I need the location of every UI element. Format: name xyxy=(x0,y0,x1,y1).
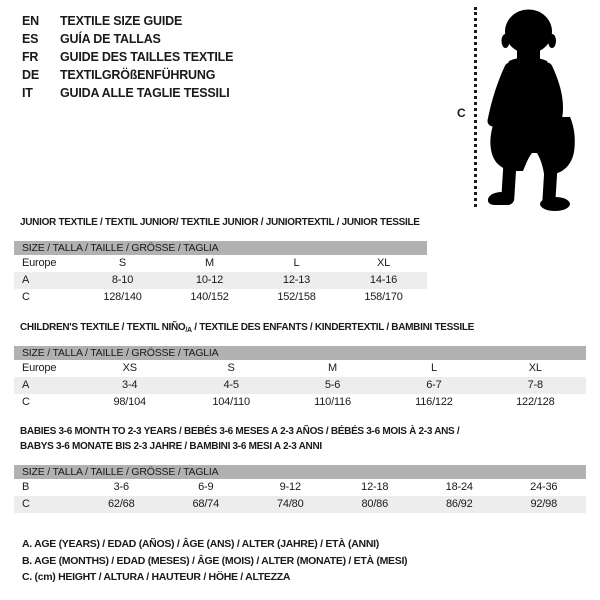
table-title-junior xyxy=(20,215,420,230)
table-row xyxy=(14,255,427,272)
size-cell: S xyxy=(118,257,127,269)
size-cell: 68/74 xyxy=(192,498,220,510)
language-entry xyxy=(22,48,233,66)
baby-leg-right xyxy=(549,167,551,199)
baby-leg-left xyxy=(508,163,510,195)
language-entry xyxy=(22,66,233,84)
size-cell: 6-9 xyxy=(198,481,214,493)
title-text: BABYS 3-6 MONATE BIS 2-3 JAHRE / BAMBINI 3-6 MESI A 2-3 ANNI xyxy=(20,441,322,452)
size-cell: 86/92 xyxy=(445,498,473,510)
baby-ear-right xyxy=(548,34,556,48)
baby-shorts xyxy=(490,117,574,174)
footnote: B. AGE (MONTHS) / EDAD (MESES) / ÂGE (MOIS) / ALTER (MONATE) / ETÀ (MESI) xyxy=(22,554,408,567)
size-cell: XL xyxy=(528,362,542,374)
size-cell: 18-24 xyxy=(445,481,473,493)
size-cell: 110/116 xyxy=(314,396,351,408)
size-cell: 158/170 xyxy=(364,291,403,303)
language-label: TEXTILGRÖßENFÜHRUNG xyxy=(60,68,216,82)
table-size-header-row: SIZE / TALLA / TAILLE / GRÖSSE / TAGLIA xyxy=(14,241,427,255)
table-row xyxy=(14,479,586,496)
size-cell: S xyxy=(227,362,235,374)
language-label: GUIDE DES TAILLES TEXTILE xyxy=(60,50,234,64)
row-label: A xyxy=(22,379,30,391)
size-cell: 24-36 xyxy=(530,481,558,493)
title-text: BABIES 3-6 MONTH TO 2-3 YEARS / BEBÉS 3-6 MESES A 2-3 AÑOS / BÉBÉS 3-6 MOIS À 2-3 ANS / xyxy=(20,426,460,437)
table-title-line xyxy=(20,439,459,454)
table-row xyxy=(14,289,427,306)
table-size-header-row: SIZE / TALLA / TAILLE / GRÖSSE / TAGLIA xyxy=(14,346,586,360)
language-code: EN xyxy=(22,14,39,28)
language-header xyxy=(22,12,233,102)
baby-silhouette-icon xyxy=(479,5,595,215)
height-measure-label: C xyxy=(457,106,466,120)
row-label: C xyxy=(22,498,30,510)
language-label: TEXTILE SIZE GUIDE xyxy=(60,14,183,28)
size-cell: L xyxy=(293,257,300,269)
size-cell: 4-5 xyxy=(223,379,239,391)
size-cell: 12-18 xyxy=(361,481,389,493)
size-cell: 128/140 xyxy=(103,291,142,303)
language-entry xyxy=(22,84,233,102)
table-title-line xyxy=(20,320,474,338)
language-label: GUÍA DE TALLAS xyxy=(60,32,161,46)
title-text: CHILDREN'S TEXTILE / TEXTIL NIÑO xyxy=(20,322,186,333)
table-row xyxy=(14,394,586,411)
size-cell: XS xyxy=(122,362,137,374)
table-row xyxy=(14,272,427,289)
row-label: C xyxy=(22,291,30,303)
size-table-babies xyxy=(14,465,586,513)
table-size-header-row: SIZE / TALLA / TAILLE / GRÖSSE / TAGLIA xyxy=(14,465,586,479)
language-code: DE xyxy=(22,68,39,82)
size-cell: 122/128 xyxy=(516,396,555,408)
table-row xyxy=(14,360,586,377)
size-cell: 104/110 xyxy=(212,396,250,408)
table-row xyxy=(14,377,586,394)
row-label: C xyxy=(22,396,30,408)
size-cell: L xyxy=(430,362,437,374)
row-label: B xyxy=(22,481,30,493)
size-cell: 152/158 xyxy=(277,291,316,303)
table-title-line xyxy=(20,424,459,439)
size-cell: 62/68 xyxy=(107,498,135,510)
table-title-line xyxy=(20,215,420,230)
table-row xyxy=(14,496,586,513)
footnote: C. (cm) HEIGHT / ALTURA / HAUTEUR / HÖHE / ALTEZZA xyxy=(22,571,291,583)
size-cell: M xyxy=(205,257,214,269)
row-label: A xyxy=(22,274,30,286)
footnote: A. AGE (YEARS) / EDAD (AÑOS) / ÂGE (ANS) / ALTER (JAHRE) / ETÀ (ANNI) xyxy=(22,538,379,550)
size-cell: XL xyxy=(376,257,391,269)
title-subscript: /A xyxy=(185,327,192,334)
size-cell: 98/104 xyxy=(113,396,146,408)
height-measure-dotted-line xyxy=(474,7,477,207)
row-label: Europe xyxy=(22,362,57,374)
size-cell: 9-12 xyxy=(279,481,301,493)
footnotes xyxy=(22,536,407,586)
size-cell: 80/86 xyxy=(361,498,389,510)
language-code: ES xyxy=(22,32,39,46)
row-label: Europe xyxy=(22,257,57,269)
size-cell: 8-10 xyxy=(111,274,134,286)
language-code: IT xyxy=(22,86,33,100)
size-table-junior xyxy=(14,241,427,306)
size-cell: 74/80 xyxy=(276,498,304,510)
size-cell: 92/98 xyxy=(530,498,558,510)
size-cell: 10-12 xyxy=(195,274,224,286)
language-entry xyxy=(22,30,233,48)
language-label: GUIDA ALLE TAGLIE TESSILI xyxy=(60,86,230,100)
size-cell: 6-7 xyxy=(426,379,442,391)
title-text: JUNIOR TEXTILE / TEXTIL JUNIOR/ TEXTILE JUNIOR / JUNIORTEXTIL / JUNIOR TESSILE xyxy=(20,217,420,228)
table-title-children xyxy=(20,320,474,338)
size-cell: 7-8 xyxy=(527,379,543,391)
size-cell: 116/122 xyxy=(415,396,453,408)
size-cell: 14-16 xyxy=(369,274,398,286)
size-table-children xyxy=(14,346,586,411)
size-cell: M xyxy=(328,362,337,374)
size-cell: 5-6 xyxy=(324,379,341,391)
size-cell: 140/152 xyxy=(190,291,229,303)
size-cell: 3-4 xyxy=(122,379,138,391)
size-cell: 3-6 xyxy=(113,481,129,493)
table-title-babies xyxy=(20,424,459,454)
title-text: / TEXTILE DES ENFANTS / KINDERTEXTIL / BAMBINI TESSILE xyxy=(191,322,475,333)
language-entry xyxy=(22,12,233,30)
size-cell: 12-13 xyxy=(282,274,311,286)
baby-ear-left xyxy=(502,34,510,48)
language-code: FR xyxy=(22,50,39,64)
